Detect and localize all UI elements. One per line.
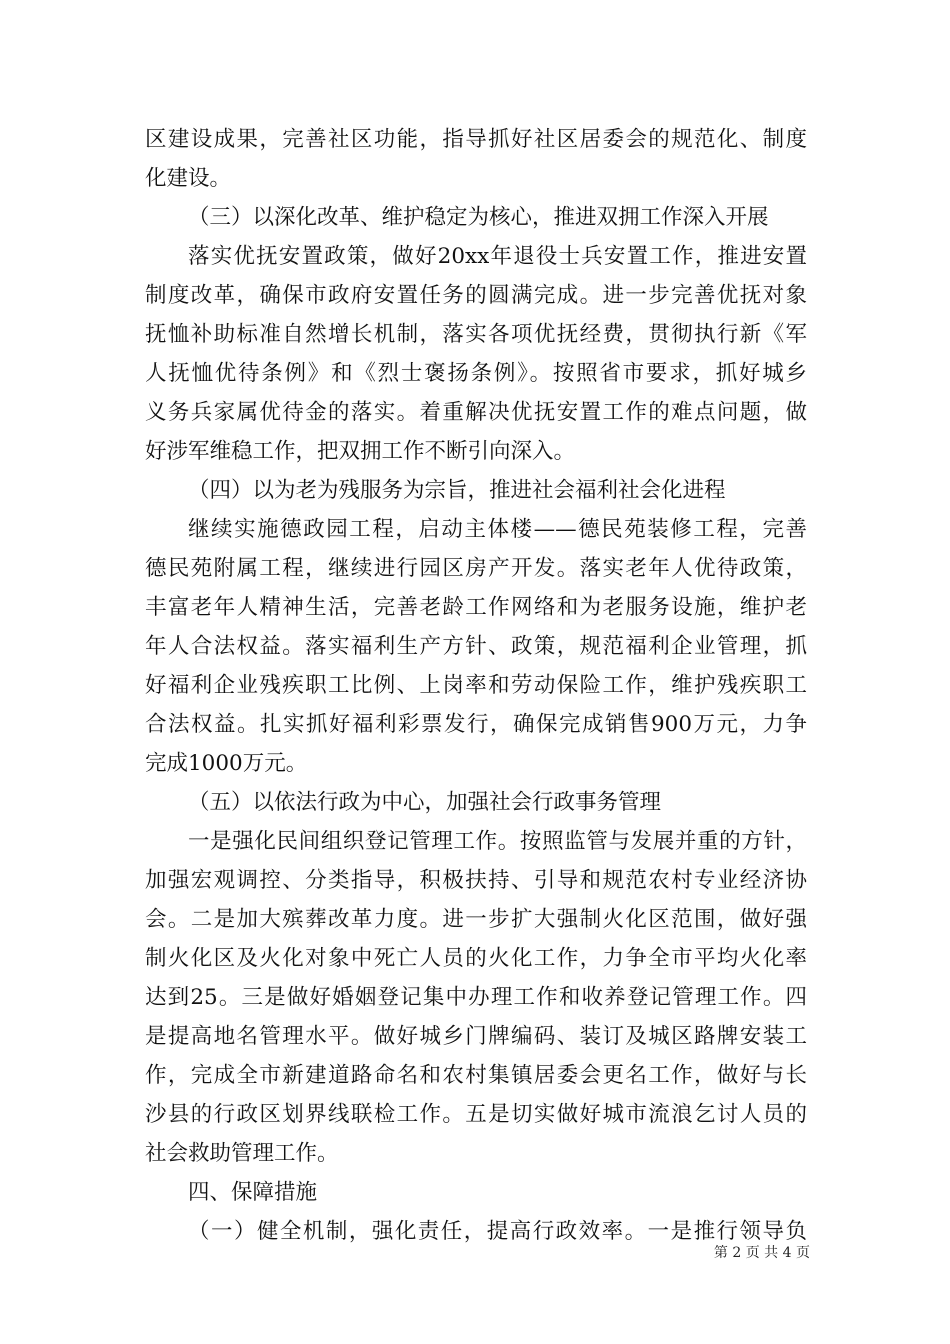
- section-heading: （四）以为老为残服务为宗旨，推进社会福利社会化进程: [188, 478, 726, 503]
- text-line: （一）健全机制，强化责任，提高行政效率。一是推行领导负: [188, 1219, 807, 1244]
- text-line: 制度改革，确保市政府安置任务的圆满完成。进一步完善优抚对象: [145, 283, 807, 308]
- text-line: 义务兵家属优待金的落实。着重解决优抚安置工作的难点问题，做: [145, 400, 807, 425]
- text-line: 抚恤补助标准自然增长机制，落实各项优抚经费，贯彻执行新《军: [145, 322, 807, 347]
- text-line: 制火化区及火化对象中死亡人员的火化工作，力争全市平均火化率: [145, 946, 807, 971]
- document-body: [145, 120, 807, 1251]
- section-heading: 四、保障措施: [188, 1180, 318, 1205]
- text-line: 是提高地名管理水平。做好城乡门牌编码、装订及城区路牌安装工: [145, 1024, 807, 1049]
- text-line: 年人合法权益。落实福利生产方针、政策，规范福利企业管理，抓: [145, 634, 807, 659]
- text-line: 达到25。三是做好婚姻登记集中办理工作和收养登记管理工作。四: [145, 985, 807, 1010]
- text-line: 加强宏观调控、分类指导，积极扶持、引导和规范农村专业经济协: [145, 868, 807, 893]
- text-line: 化建设。: [145, 166, 232, 191]
- section-heading: （三）以深化改革、维护稳定为核心，推进双拥工作深入开展: [188, 205, 769, 230]
- text-line: 作，完成全市新建道路命名和农村集镇居委会更名工作，做好与长: [145, 1063, 807, 1088]
- text-line: 沙县的行政区划界线联检工作。五是切实做好城市流浪乞讨人员的: [145, 1102, 807, 1127]
- text-line: 继续实施德政园工程，启动主体楼——德民苑装修工程，完善: [188, 517, 807, 542]
- section-heading: （五）以依法行政为中心，加强社会行政事务管理: [188, 790, 662, 815]
- text-line: 一是强化民间组织登记管理工作。按照监管与发展并重的方针，: [188, 829, 807, 854]
- text-line: 好福利企业残疾职工比例、上岗率和劳动保险工作，维护残疾职工: [145, 673, 807, 698]
- text-line: 丰富老年人精神生活，完善老龄工作网络和为老服务设施，维护老: [145, 595, 807, 620]
- text-line: 区建设成果，完善社区功能，指导抓好社区居委会的规范化、制度: [145, 127, 807, 152]
- text-line: 社会救助管理工作。: [145, 1141, 339, 1166]
- text-line: 完成1000万元。: [145, 751, 308, 776]
- text-line: 会。二是加大殡葬改革力度。进一步扩大强制火化区范围，做好强: [145, 907, 807, 932]
- text-line: 好涉军维稳工作，把双拥工作不断引向深入。: [145, 439, 576, 464]
- page-number: 第 2 页 共 4 页: [713, 1245, 810, 1261]
- text-line: 合法权益。扎实抓好福利彩票发行，确保完成销售900万元，力争: [145, 712, 807, 737]
- text-line: 落实优抚安置政策，做好20xx年退役士兵安置工作，推进安置: [188, 244, 807, 269]
- text-line: 德民苑附属工程，继续进行园区房产开发。落实老年人优待政策，: [145, 556, 807, 581]
- text-line: 人抚恤优待条例》和《烈士褒扬条例》。按照省市要求，抓好城乡: [145, 361, 807, 386]
